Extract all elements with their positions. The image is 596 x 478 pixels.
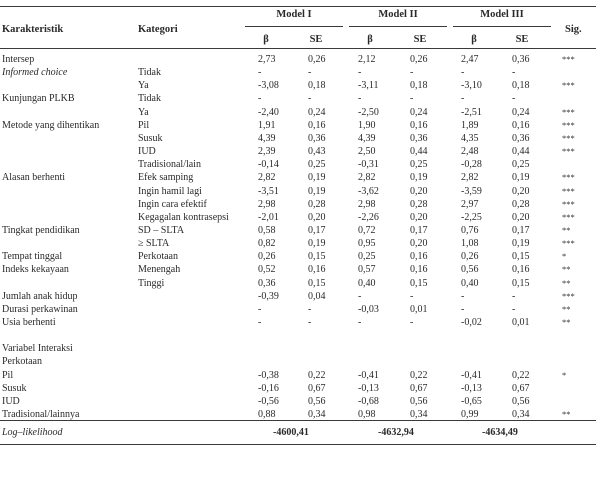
row-value-cell: - [410, 290, 414, 302]
row-significance: *** [562, 132, 575, 143]
row-value-cell: 2,98 [258, 198, 276, 210]
row-value-cell: 0,01 [410, 303, 428, 315]
row-significance: *** [562, 119, 575, 130]
row-value-cell: - [308, 303, 312, 315]
row-value-cell: 0,28 [308, 198, 326, 210]
row-karakteristik: Kunjungan PLKB [2, 93, 75, 105]
row-value-cell: 0,16 [512, 119, 530, 131]
row-value-cell: 1,89 [461, 119, 479, 131]
row-value-cell: - [461, 67, 465, 79]
row-kategori: Ya [138, 80, 149, 92]
row-value-cell: 0,16 [410, 119, 428, 131]
row-karakteristik: Susuk [2, 382, 27, 394]
row-value-cell: - [358, 317, 362, 328]
row-kategori: Menengah [138, 264, 181, 276]
row-significance: *** [562, 80, 575, 91]
row-value-cell: - [461, 303, 465, 315]
row-value-cell: 0,25 [410, 159, 428, 171]
header-beta-1: β [263, 34, 269, 45]
row-value-cell: 0,36 [308, 132, 326, 144]
row-value-cell: 0,98 [358, 409, 376, 421]
header-kategori: Kategori [138, 24, 178, 35]
row-karakteristik: Durasi perkawinan [2, 303, 78, 315]
row-value-cell: -0,68 [358, 395, 379, 407]
row-value-cell: 0,18 [410, 80, 428, 92]
row-value-cell: -2,50 [358, 106, 379, 118]
row-value-cell: - [512, 290, 516, 302]
row-value-cell: 0,24 [512, 106, 530, 118]
row-value-cell: -0,65 [461, 395, 482, 407]
row-value-cell: 0,15 [512, 277, 530, 289]
header-karakteristik: Karakteristik [2, 24, 64, 35]
row-value-cell: 0,16 [512, 264, 530, 276]
row-value-cell: -3,59 [461, 185, 482, 197]
row-value-cell: 0,19 [308, 172, 326, 184]
row-value-cell: -0,13 [461, 382, 482, 394]
row-value-cell: - [308, 93, 312, 105]
header-beta-3: β [471, 34, 477, 45]
row-value-cell: 0,56 [512, 395, 530, 407]
row-value-cell: 0,82 [258, 238, 276, 250]
row-value-cell: 0,26 [410, 54, 428, 65]
row-value-cell: 0,43 [308, 146, 326, 158]
row-karakteristik: Intersep [2, 54, 35, 65]
row-value-cell: 0,36 [512, 132, 530, 144]
row-value-cell: -0,56 [258, 395, 279, 407]
row-value-cell: 0,20 [410, 185, 428, 197]
row-value-cell: 0,56 [461, 264, 479, 276]
row-kategori: Tidak [138, 67, 161, 79]
row-kategori: IUD [138, 146, 156, 158]
row-value-cell: 0,16 [308, 119, 326, 131]
row-value-cell: 0,20 [512, 185, 530, 197]
row-value-cell: 0,52 [258, 264, 276, 276]
row-value-cell: 0,25 [358, 251, 376, 263]
row-significance: * [562, 251, 567, 262]
row-value-cell: - [258, 303, 262, 315]
row-significance: * [562, 369, 567, 380]
header-se-1: SE [309, 34, 323, 45]
row-value-cell: 0,56 [308, 395, 326, 407]
row-kategori: ≥ SLTA [138, 238, 170, 250]
row-value-cell: 0,15 [410, 277, 428, 289]
row-significance: *** [562, 146, 575, 157]
row-value-cell: 0,44 [512, 146, 530, 158]
row-value-cell: 0,25 [308, 159, 326, 171]
header-model-ii: Model II [378, 9, 418, 20]
row-value-cell: 0,76 [461, 224, 479, 236]
header-model-i: Model I [276, 9, 312, 20]
row-value-cell: 0,34 [410, 409, 428, 421]
row-value-cell: - [410, 317, 414, 328]
log-likelihood-model-iii: -4634,49 [482, 427, 518, 438]
row-value-cell: - [258, 67, 262, 79]
row-value-cell: 0,15 [308, 277, 326, 289]
row-value-cell: -0,16 [258, 382, 279, 394]
row-value-cell: 2,82 [258, 172, 276, 184]
header-beta-2: β [367, 34, 373, 45]
header-se-3: SE [515, 34, 529, 45]
model-iii-underline [453, 26, 551, 27]
row-value-cell: 0,15 [308, 251, 326, 263]
row-karakteristik: Tempat tinggal [2, 251, 63, 263]
row-value-cell: 0,67 [512, 382, 530, 394]
row-value-cell: 0,36 [258, 277, 276, 289]
row-value-cell: 0,28 [410, 198, 428, 210]
row-karakteristik: Variabel Interaksi [2, 343, 73, 355]
row-value-cell: 0,20 [512, 211, 530, 223]
row-value-cell: 0,88 [258, 409, 276, 421]
row-value-cell: - [410, 67, 414, 79]
row-value-cell: - [512, 67, 516, 79]
row-kategori: Efek samping [138, 172, 194, 184]
row-kategori: Tinggi [138, 277, 165, 289]
log-likelihood-label: Log–likelihood [2, 427, 63, 438]
row-kategori: Kegagalan kontrasepsi [138, 211, 229, 223]
row-value-cell: - [512, 93, 516, 105]
row-value-cell: 2,82 [461, 172, 479, 184]
row-value-cell: -2,40 [258, 106, 279, 118]
row-karakteristik: Jumlah anak hidup [2, 290, 78, 302]
row-value-cell: 0,16 [410, 251, 428, 263]
row-value-cell: 0,57 [358, 264, 376, 276]
row-significance: ** [562, 303, 571, 314]
row-significance: *** [562, 54, 575, 64]
row-value-cell: 0,95 [358, 238, 376, 250]
row-value-cell: -3,11 [358, 80, 379, 92]
row-significance: *** [562, 185, 575, 196]
row-value-cell: 1,91 [258, 119, 276, 131]
row-value-cell: 0,72 [358, 224, 376, 236]
row-value-cell: - [461, 290, 465, 302]
row-value-cell: -0,13 [358, 382, 379, 394]
row-karakteristik: Tradisional/lainnya [2, 409, 80, 421]
row-value-cell: 0,20 [410, 238, 428, 250]
row-value-cell: - [308, 317, 312, 328]
row-value-cell: 2,98 [358, 198, 376, 210]
row-kategori: Ya [138, 106, 149, 118]
row-value-cell: 0,26 [308, 54, 326, 65]
row-value-cell: - [358, 67, 362, 79]
row-value-cell: -0,38 [258, 369, 279, 381]
row-significance: *** [562, 211, 575, 222]
row-value-cell: 0,25 [512, 159, 530, 171]
row-value-cell: 0,18 [308, 80, 326, 92]
row-value-cell: 0,20 [308, 211, 326, 223]
row-significance: *** [562, 198, 575, 209]
row-value-cell: -0,14 [258, 159, 279, 171]
row-value-cell: 0,04 [308, 290, 326, 302]
row-value-cell: - [258, 93, 262, 105]
row-value-cell: 2,73 [258, 54, 276, 65]
row-value-cell: 0,40 [358, 277, 376, 289]
header-se-2: SE [413, 34, 427, 45]
row-value-cell: 0,56 [410, 395, 428, 407]
row-kategori: Ingin cara efektif [138, 198, 207, 210]
row-value-cell: 0,44 [410, 146, 428, 158]
row-karakteristik: Informed choice [2, 67, 68, 79]
header-sig: Sig. [565, 24, 582, 35]
row-karakteristik: Perkotaan [2, 356, 42, 368]
model-i-underline [245, 26, 343, 27]
row-value-cell: -0,41 [358, 369, 379, 381]
row-value-cell: 0,17 [308, 224, 326, 236]
row-value-cell: 0,34 [512, 409, 530, 421]
row-value-cell: 2,39 [258, 146, 276, 158]
log-likelihood-model-ii: -4632,94 [378, 427, 414, 438]
row-significance: *** [562, 172, 575, 183]
row-value-cell: 0,01 [512, 317, 530, 328]
row-value-cell: 2,12 [358, 54, 376, 65]
row-karakteristik: Indeks kekayaan [2, 264, 69, 276]
row-kategori: Perkotaan [138, 251, 178, 263]
row-significance: *** [562, 238, 575, 249]
row-value-cell: -0,41 [461, 369, 482, 381]
row-value-cell: -0,39 [258, 290, 279, 302]
row-value-cell: 4,39 [358, 132, 376, 144]
row-value-cell: 2,50 [358, 146, 376, 158]
row-value-cell: 0,36 [410, 132, 428, 144]
row-value-cell: - [358, 93, 362, 105]
table-top-rule [0, 6, 596, 7]
row-significance: ** [562, 224, 571, 235]
row-kategori: Tradisional/lain [138, 159, 201, 171]
row-value-cell: 0,17 [512, 224, 530, 236]
row-value-cell: 1,08 [461, 238, 479, 250]
row-value-cell: 0,58 [258, 224, 276, 236]
row-significance: ** [562, 317, 571, 327]
table-bottom-rule [0, 444, 596, 445]
row-value-cell: - [512, 303, 516, 315]
row-value-cell: 0,24 [308, 106, 326, 118]
header-model-iii: Model III [480, 9, 524, 20]
row-value-cell: 0,99 [461, 409, 479, 421]
row-value-cell: 0,19 [512, 172, 530, 184]
row-kategori: SD – SLTA [138, 224, 185, 236]
row-value-cell: 0,20 [410, 211, 428, 223]
row-value-cell: 4,39 [258, 132, 276, 144]
row-karakteristik: Alasan berhenti [2, 172, 66, 184]
row-value-cell: - [308, 67, 312, 79]
row-value-cell: 0,26 [258, 251, 276, 263]
row-significance: ** [562, 277, 571, 288]
row-value-cell: 0,19 [308, 238, 326, 250]
row-value-cell: 2,48 [461, 146, 479, 158]
row-karakteristik: Usia berhenti [2, 317, 56, 328]
row-value-cell: 0,19 [308, 185, 326, 197]
row-value-cell: 0,19 [512, 238, 530, 250]
row-value-cell: -3,10 [461, 80, 482, 92]
row-value-cell: 0,26 [461, 251, 479, 263]
row-significance: *** [562, 290, 575, 301]
row-value-cell: -2,01 [258, 211, 279, 223]
row-value-cell: - [258, 317, 262, 328]
row-significance: ** [562, 264, 571, 275]
log-likelihood-model-i: -4600,41 [273, 427, 309, 438]
row-kategori: Ingin hamil lagi [138, 185, 202, 197]
row-value-cell: 0,22 [410, 369, 428, 381]
row-value-cell: 0,36 [512, 54, 530, 65]
row-value-cell: 1,90 [358, 119, 376, 131]
row-kategori: Tidak [138, 93, 161, 105]
row-karakteristik: Metode yang dihentikan [2, 119, 100, 131]
row-value-cell: -3,62 [358, 185, 379, 197]
row-value-cell: 2,97 [461, 198, 479, 210]
row-value-cell: 0,67 [410, 382, 428, 394]
header-bottom-rule [0, 48, 596, 49]
row-value-cell: 0,34 [308, 409, 326, 421]
model-ii-underline [349, 26, 447, 27]
row-value-cell: 4,35 [461, 132, 479, 144]
row-value-cell: 0,22 [308, 369, 326, 381]
row-value-cell: 0,67 [308, 382, 326, 394]
row-significance: *** [562, 106, 575, 117]
footer-top-rule [0, 420, 596, 421]
row-value-cell: - [461, 93, 465, 105]
row-value-cell: -0,02 [461, 317, 482, 328]
row-kategori: Pil [138, 119, 150, 131]
row-karakteristik: Tingkat pendidikan [2, 224, 80, 236]
row-value-cell: 0,18 [512, 80, 530, 92]
row-value-cell: 0,28 [512, 198, 530, 210]
row-value-cell: -2,26 [358, 211, 379, 223]
row-value-cell: -3,08 [258, 80, 279, 92]
row-karakteristik: Pil [2, 369, 14, 381]
row-value-cell: - [410, 93, 414, 105]
row-kategori: Susuk [138, 132, 163, 144]
row-value-cell: 0,16 [410, 264, 428, 276]
row-value-cell: -0,31 [358, 159, 379, 171]
row-value-cell: 0,17 [410, 224, 428, 236]
row-value-cell: 0,16 [308, 264, 326, 276]
row-value-cell: - [358, 290, 362, 302]
row-value-cell: 2,47 [461, 54, 479, 65]
row-value-cell: 0,19 [410, 172, 428, 184]
row-karakteristik: IUD [2, 395, 20, 407]
row-value-cell: -2,25 [461, 211, 482, 223]
row-significance: ** [562, 409, 571, 420]
row-value-cell: 0,40 [461, 277, 479, 289]
row-value-cell: -0,28 [461, 159, 482, 171]
row-value-cell: 2,82 [358, 172, 376, 184]
row-value-cell: -0,03 [358, 303, 379, 315]
row-value-cell: 0,15 [512, 251, 530, 263]
row-value-cell: 0,24 [410, 106, 428, 118]
row-value-cell: 0,22 [512, 369, 530, 381]
row-value-cell: -2,51 [461, 106, 482, 118]
row-value-cell: -3,51 [258, 185, 279, 197]
